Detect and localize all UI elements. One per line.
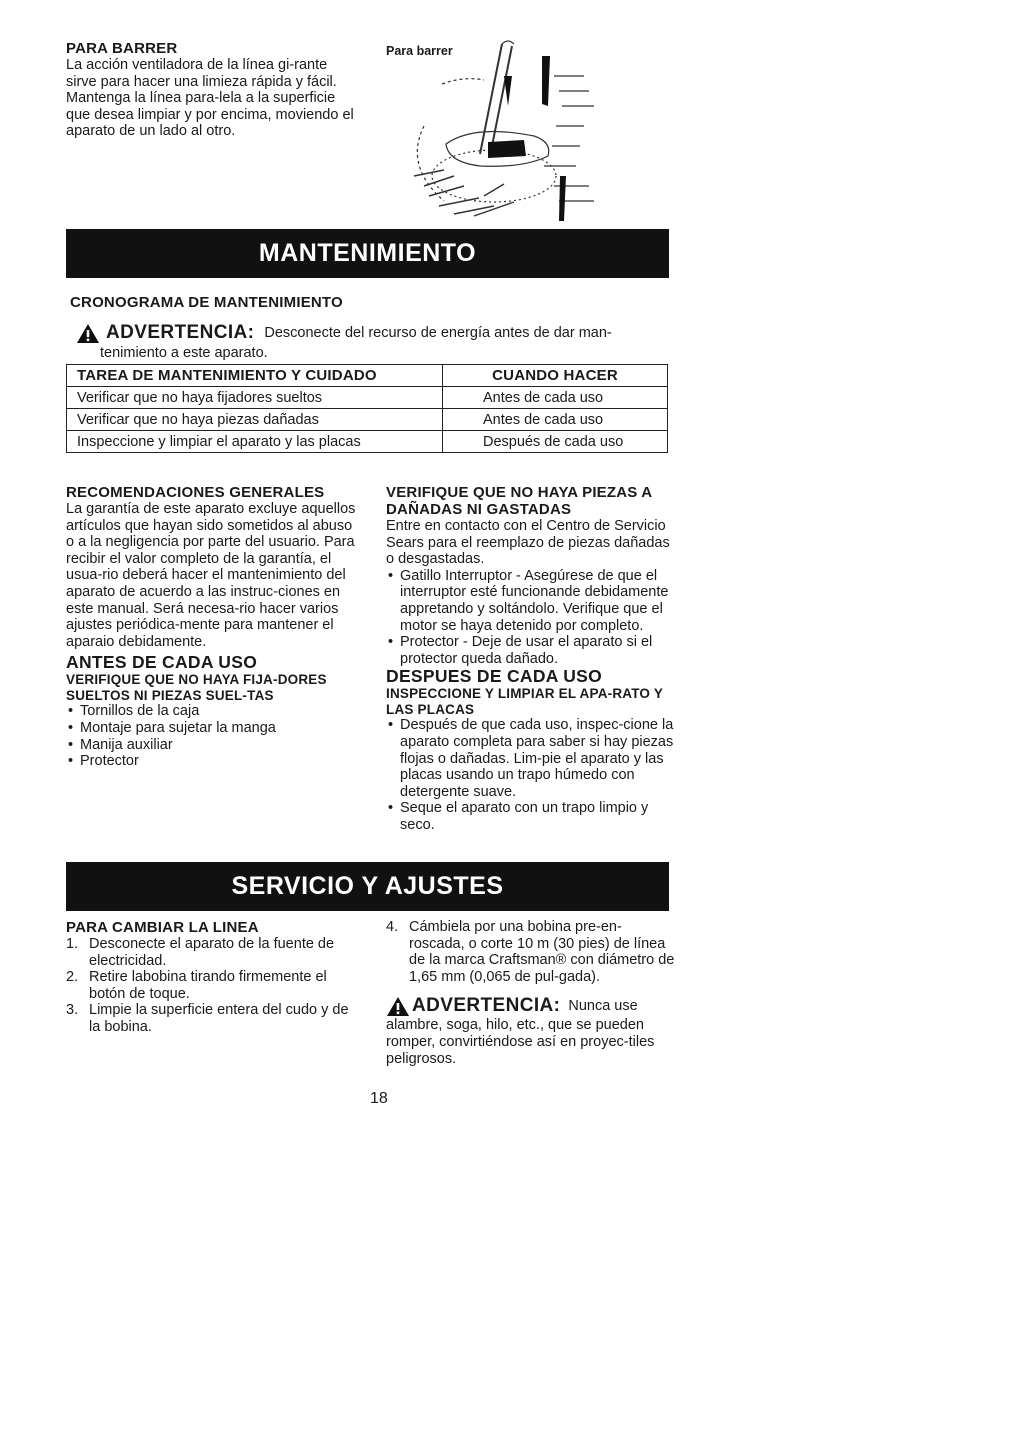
line-warning-text: alambre, soga, hilo, etc., que se pueden romper, convirtiéndose así en proyec-tiles peligrosos. <box>386 1017 655 1067</box>
table-cell: Antes de cada uso <box>443 387 668 409</box>
table-row <box>67 409 668 431</box>
list-item: • Protector - Deje de usar el aparato si el protector queda dañado. <box>386 634 676 667</box>
line-heading: PARA CAMBIAR LA LINEA <box>66 919 259 936</box>
table-header-row <box>67 365 668 387</box>
warning-word: ADVERTENCIA: <box>106 322 255 343</box>
table-cell: Después de cada uso <box>443 431 668 453</box>
right-column <box>386 484 676 834</box>
sweep-heading: PARA BARRER <box>66 40 178 57</box>
table-row <box>67 387 668 409</box>
warning-word: ADVERTENCIA: <box>412 995 561 1017</box>
damaged-text: Entre en contacto con el Centro de Servicio Sears para el reemplazo de piezas dañadas o desgastadas. <box>386 518 670 568</box>
list-item: • Seque el aparato con un trapo limpio y seco. <box>386 800 676 833</box>
warning-triangle-icon <box>76 323 100 344</box>
damaged-heading: VERIFIQUE QUE NO HAYA PIEZAS A DAÑADAS NI GASTADAS <box>386 484 652 518</box>
line-change-right <box>386 919 676 1067</box>
sweep-illustration <box>384 36 604 226</box>
warning-lead: Nunca use <box>568 998 638 1015</box>
list-item: 2. Retire labobina tirando firmemente el botón de toque. <box>66 969 327 1002</box>
table-cell: Verificar que no haya fijadores sueltos <box>67 387 443 409</box>
line-change-left <box>66 919 360 1036</box>
table-cell: Verificar que no haya piezas dañadas <box>67 409 443 431</box>
schedule-heading: CRONOGRAMA DE MANTENIMIENTO <box>70 294 343 311</box>
list-item: • Después de que cada uso, inspec-cione la aparato completa para saber si hay piezas flojas o dañadas. Lim-pie el aparato y las placas usando un trapo húmedo con detergente suave. <box>386 717 676 800</box>
trimmer-icon <box>384 36 604 226</box>
general-heading: RECOMENDACIONES GENERALES <box>66 484 325 501</box>
list-item: 1. Desconecte el aparato de la fuente de electricidad. <box>66 936 335 969</box>
line-warning <box>386 995 676 1017</box>
maintenance-table <box>66 364 668 453</box>
left-column <box>66 484 360 770</box>
maintenance-banner: MANTENIMIENTO <box>66 229 669 278</box>
schedule-warning <box>76 322 676 362</box>
table-cell: Antes de cada uso <box>443 409 668 431</box>
table-header: CUANDO HACER <box>443 365 668 387</box>
damaged-list <box>386 568 676 668</box>
table-row <box>67 431 668 453</box>
list-item: • Montaje para sujetar la manga <box>66 720 360 737</box>
after-subheading: INSPECCIONE Y LIMPIAR EL APA-RATO Y LAS PLACAS <box>386 686 663 717</box>
line-steps-cont <box>386 919 676 985</box>
list-item: 3. Limpie la superficie entera del cudo y de la bobina. <box>66 1002 349 1035</box>
warning-text-cont: tenimiento a este aparato. <box>100 345 268 361</box>
service-banner: SERVICIO Y AJUSTES <box>66 862 669 911</box>
table-header: TAREA DE MANTENIMIENTO Y CUIDADO <box>67 365 443 387</box>
list-item: • Protector <box>66 753 360 770</box>
list-item: • Manija auxiliar <box>66 737 360 754</box>
before-heading: ANTES DE CADA USO <box>66 652 258 673</box>
table-cell: Inspeccione y limpiar el aparato y las placas <box>67 431 443 453</box>
before-list <box>66 703 360 769</box>
warning-text: Desconecte del recurso de energía antes de dar man- <box>264 324 612 341</box>
list-item: • Tornillos de la caja <box>66 703 360 720</box>
after-list <box>386 717 676 833</box>
list-item: • Gatillo Interruptor - Asegúrese de que el interruptor esté funcionande debidamente appretando y soltándolo. Verifique que el motor se haya detenido por completo. <box>386 568 676 634</box>
general-text: La garantía de este aparato excluye aquellos artículos que hayan sido sometidos al abuso o a la negligencia por parte del usuario. Para recibir el valor completo de la garantía, el usua-rio deberá hacer el mantenimiento del aparato de acuerdo a las instruc-ciones en este manual. Será necesa-rio hacer varios ajustes periódica-mente para mantener el aparaio debidamente. <box>66 501 356 650</box>
after-heading: DESPUES DE CADA USO <box>386 666 603 687</box>
sweep-text: La acción ventiladora de la línea gi-rante sirve para hacer una limieza rápida y fácil. Mantenga la línea para-lela a la superficie que desea limpiar y por encima, moviendo el aparato de un lado al otro. <box>66 57 354 140</box>
line-steps <box>66 936 360 1036</box>
figure-label: Para barrer <box>386 44 453 58</box>
before-subheading: VERIFIQUE QUE NO HAYA FIJA-DORES SUELTOS NI PIEZAS SUEL-TAS <box>66 672 327 703</box>
list-item: 4. Cámbiela por una bobina pre-en-roscada, o corte 10 m (30 pies) de línea de la marca Craftsman® con diámetro de 1,65 mm (0,065 de pul-gada). <box>386 919 675 985</box>
warning-triangle-icon <box>386 996 410 1017</box>
page-number: 18 <box>370 1090 388 1107</box>
